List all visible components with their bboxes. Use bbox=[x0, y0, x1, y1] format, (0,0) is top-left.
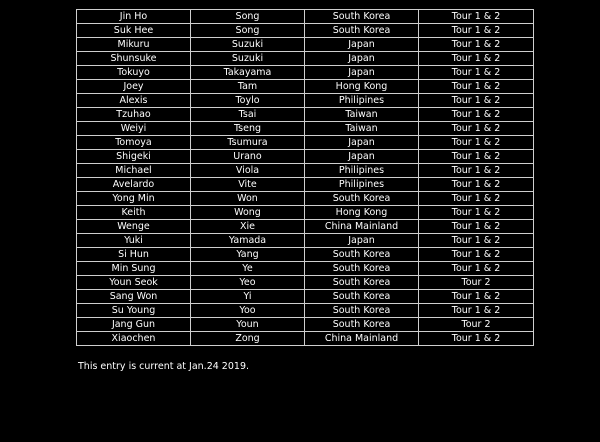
table-row bbox=[77, 206, 534, 220]
country-cell: South Korea bbox=[305, 24, 419, 38]
tour-cell: Tour 1 & 2 bbox=[419, 108, 534, 122]
tour-cell: Tour 2 bbox=[419, 276, 534, 290]
table-row bbox=[77, 24, 534, 38]
first-name-cell: Jin Ho bbox=[77, 10, 191, 24]
last-name-cell: Vite bbox=[191, 178, 305, 192]
tour-cell: Tour 1 & 2 bbox=[419, 332, 534, 346]
country-cell: Japan bbox=[305, 38, 419, 52]
table-row bbox=[77, 66, 534, 80]
first-name-cell: Tokuyo bbox=[77, 66, 191, 80]
table-row bbox=[77, 248, 534, 262]
last-name-cell: Urano bbox=[191, 150, 305, 164]
tour-cell: Tour 1 & 2 bbox=[419, 178, 534, 192]
first-name-cell: Michael bbox=[77, 164, 191, 178]
country-cell: Japan bbox=[305, 136, 419, 150]
first-name-cell: Si Hun bbox=[77, 248, 191, 262]
first-name-cell: Keith bbox=[77, 206, 191, 220]
table-row bbox=[77, 80, 534, 94]
country-cell: Japan bbox=[305, 66, 419, 80]
tour-cell: Tour 1 & 2 bbox=[419, 206, 534, 220]
first-name-cell: Joey bbox=[77, 80, 191, 94]
first-name-cell: Shunsuke bbox=[77, 52, 191, 66]
tour-cell: Tour 1 & 2 bbox=[419, 24, 534, 38]
first-name-cell: Tzuhao bbox=[77, 108, 191, 122]
table-row bbox=[77, 122, 534, 136]
last-name-cell: Youn bbox=[191, 318, 305, 332]
country-cell: Taiwan bbox=[305, 108, 419, 122]
first-name-cell: Alexis bbox=[77, 94, 191, 108]
table-row bbox=[77, 10, 534, 24]
country-cell: Philipines bbox=[305, 164, 419, 178]
country-cell: South Korea bbox=[305, 248, 419, 262]
last-name-cell: Suzuki bbox=[191, 52, 305, 66]
table-row bbox=[77, 332, 534, 346]
tour-cell: Tour 1 & 2 bbox=[419, 10, 534, 24]
country-cell: Japan bbox=[305, 150, 419, 164]
last-name-cell: Won bbox=[191, 192, 305, 206]
table-row bbox=[77, 94, 534, 108]
table-row bbox=[77, 192, 534, 206]
tour-cell: Tour 1 & 2 bbox=[419, 290, 534, 304]
entry-date-note: This entry is current at Jan.24 2019. bbox=[78, 361, 250, 372]
last-name-cell: Yeo bbox=[191, 276, 305, 290]
table-row bbox=[77, 234, 534, 248]
roster-table-body bbox=[77, 10, 534, 346]
table-row bbox=[77, 164, 534, 178]
first-name-cell: Yong Min bbox=[77, 192, 191, 206]
last-name-cell: Tseng bbox=[191, 122, 305, 136]
country-cell: South Korea bbox=[305, 290, 419, 304]
last-name-cell: Yi bbox=[191, 290, 305, 304]
last-name-cell: Viola bbox=[191, 164, 305, 178]
table-row bbox=[77, 136, 534, 150]
first-name-cell: Xiaochen bbox=[77, 332, 191, 346]
tour-cell: Tour 1 & 2 bbox=[419, 122, 534, 136]
table-row bbox=[77, 108, 534, 122]
last-name-cell: Song bbox=[191, 24, 305, 38]
country-cell: Philipines bbox=[305, 94, 419, 108]
last-name-cell: Takayama bbox=[191, 66, 305, 80]
table-row bbox=[77, 318, 534, 332]
country-cell: South Korea bbox=[305, 262, 419, 276]
first-name-cell: Tomoya bbox=[77, 136, 191, 150]
tour-cell: Tour 2 bbox=[419, 318, 534, 332]
first-name-cell: Sang Won bbox=[77, 290, 191, 304]
tour-cell: Tour 1 & 2 bbox=[419, 192, 534, 206]
first-name-cell: Youn Seok bbox=[77, 276, 191, 290]
first-name-cell: Su Young bbox=[77, 304, 191, 318]
table-row bbox=[77, 304, 534, 318]
tour-cell: Tour 1 & 2 bbox=[419, 150, 534, 164]
roster-table bbox=[76, 9, 534, 346]
last-name-cell: Tsumura bbox=[191, 136, 305, 150]
tour-cell: Tour 1 & 2 bbox=[419, 304, 534, 318]
first-name-cell: Wenge bbox=[77, 220, 191, 234]
last-name-cell: Song bbox=[191, 10, 305, 24]
first-name-cell: Min Sung bbox=[77, 262, 191, 276]
first-name-cell: Mikuru bbox=[77, 38, 191, 52]
first-name-cell: Yuki bbox=[77, 234, 191, 248]
last-name-cell: Ye bbox=[191, 262, 305, 276]
country-cell: South Korea bbox=[305, 192, 419, 206]
country-cell: Hong Kong bbox=[305, 206, 419, 220]
country-cell: Japan bbox=[305, 52, 419, 66]
first-name-cell: Weiyi bbox=[77, 122, 191, 136]
table-row bbox=[77, 38, 534, 52]
table-row bbox=[77, 262, 534, 276]
last-name-cell: Tsai bbox=[191, 108, 305, 122]
country-cell: South Korea bbox=[305, 276, 419, 290]
country-cell: South Korea bbox=[305, 304, 419, 318]
last-name-cell: Yamada bbox=[191, 234, 305, 248]
table-row bbox=[77, 178, 534, 192]
tour-cell: Tour 1 & 2 bbox=[419, 94, 534, 108]
tour-cell: Tour 1 & 2 bbox=[419, 262, 534, 276]
tour-cell: Tour 1 & 2 bbox=[419, 136, 534, 150]
tour-cell: Tour 1 & 2 bbox=[419, 234, 534, 248]
table-row bbox=[77, 290, 534, 304]
country-cell: Taiwan bbox=[305, 122, 419, 136]
country-cell: Japan bbox=[305, 234, 419, 248]
tour-cell: Tour 1 & 2 bbox=[419, 220, 534, 234]
first-name-cell: Shigeki bbox=[77, 150, 191, 164]
tour-cell: Tour 1 & 2 bbox=[419, 52, 534, 66]
last-name-cell: Yang bbox=[191, 248, 305, 262]
country-cell: Hong Kong bbox=[305, 80, 419, 94]
last-name-cell: Wong bbox=[191, 206, 305, 220]
table-row bbox=[77, 150, 534, 164]
country-cell: China Mainland bbox=[305, 332, 419, 346]
table-row bbox=[77, 220, 534, 234]
tour-cell: Tour 1 & 2 bbox=[419, 80, 534, 94]
first-name-cell: Avelardo bbox=[77, 178, 191, 192]
country-cell: South Korea bbox=[305, 10, 419, 24]
tour-cell: Tour 1 & 2 bbox=[419, 38, 534, 52]
tour-cell: Tour 1 & 2 bbox=[419, 66, 534, 80]
table-row bbox=[77, 52, 534, 66]
first-name-cell: Jang Gun bbox=[77, 318, 191, 332]
last-name-cell: Yoo bbox=[191, 304, 305, 318]
last-name-cell: Toylo bbox=[191, 94, 305, 108]
last-name-cell: Tam bbox=[191, 80, 305, 94]
tour-cell: Tour 1 & 2 bbox=[419, 164, 534, 178]
first-name-cell: Suk Hee bbox=[77, 24, 191, 38]
table-row bbox=[77, 276, 534, 290]
country-cell: China Mainland bbox=[305, 220, 419, 234]
country-cell: Philipines bbox=[305, 178, 419, 192]
country-cell: South Korea bbox=[305, 318, 419, 332]
last-name-cell: Suzuki bbox=[191, 38, 305, 52]
tour-cell: Tour 1 & 2 bbox=[419, 248, 534, 262]
last-name-cell: Zong bbox=[191, 332, 305, 346]
last-name-cell: Xie bbox=[191, 220, 305, 234]
